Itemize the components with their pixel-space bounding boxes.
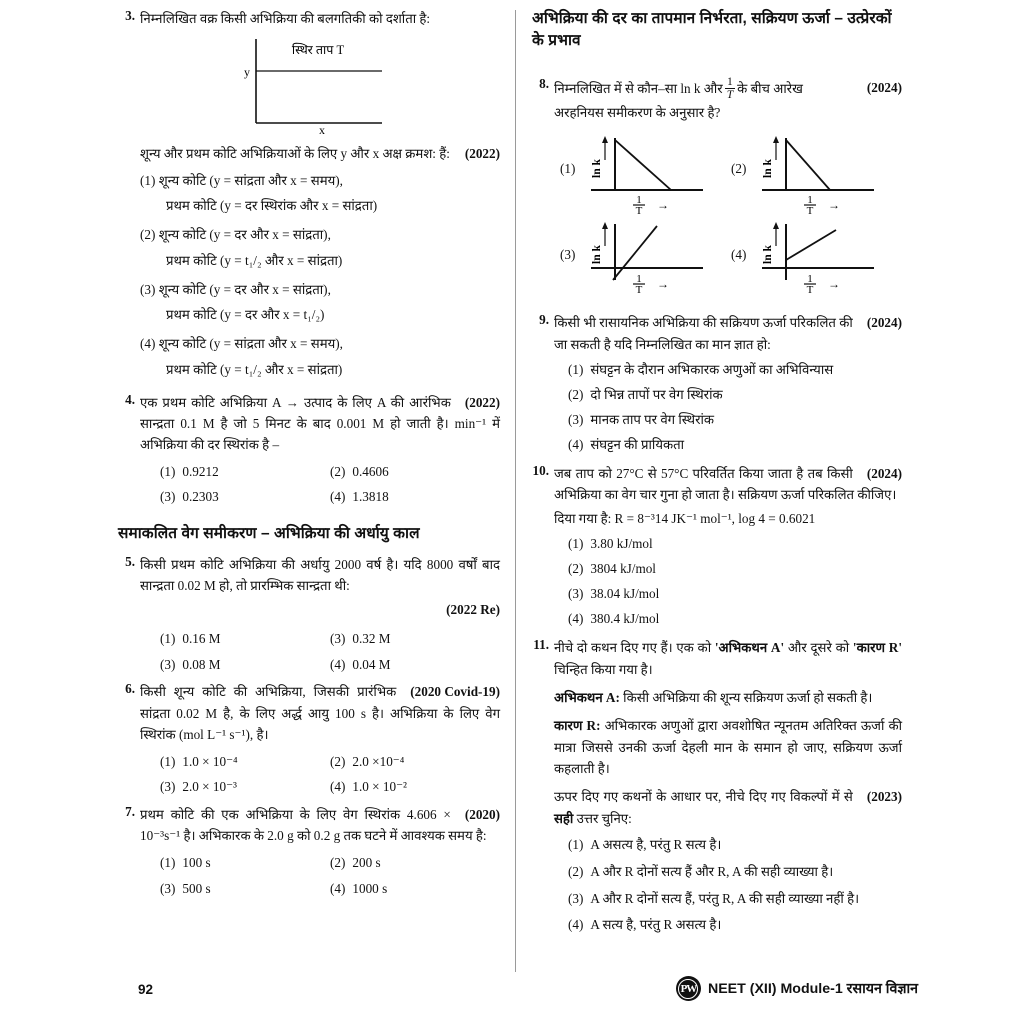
graph-1-x-num: 1: [636, 194, 643, 207]
option-label: (2): [568, 561, 584, 577]
option-text: 1000 s: [352, 880, 388, 896]
option-label: (3): [568, 412, 584, 427]
graph-option-1[interactable]: [560, 132, 731, 214]
question-6-year: (2020 Covid-19): [410, 684, 500, 700]
left-column: [118, 8, 510, 980]
question-4-year: (2022): [464, 394, 500, 410]
question-7-options: [140, 850, 500, 901]
option-item[interactable]: [568, 859, 902, 885]
graph-option-4[interactable]: [731, 218, 902, 300]
graph-option-4-label: (4): [731, 247, 747, 263]
option-label: (3): [568, 890, 584, 906]
question-5-options: [140, 626, 500, 677]
question-4-stem: [140, 392, 500, 456]
pw-logo-icon: [676, 976, 701, 1001]
option-text-line1: शून्य कोटि (y = दर और x = सांद्रता),: [158, 227, 331, 243]
option-label: (1): [160, 753, 176, 769]
option-label: (4): [568, 917, 584, 933]
question-7-stem: [140, 804, 500, 847]
footer-branding: [676, 976, 918, 1001]
question-6: [118, 681, 500, 800]
section-heading-integrated-rate: समाकलित वेग समीकरण – अभिक्रिया की अर्धायु काल: [118, 525, 420, 543]
fraction-numerator: 1: [727, 74, 733, 88]
option-item[interactable]: [568, 912, 902, 938]
option-text-line2: प्रथम कोटि (y = t₁/₂ और x = सांद्रता): [166, 252, 343, 268]
option-text: 0.2303: [182, 489, 219, 505]
question-9-options: [554, 358, 902, 457]
question-6-stem: [140, 681, 500, 745]
question-11-instruction: [554, 786, 902, 829]
graph-1-x-arrow: →: [657, 198, 670, 213]
question-7-number: 7.: [125, 804, 135, 820]
page-number: 92: [138, 982, 154, 997]
graph-1-y-axis-label: ln k: [591, 159, 604, 179]
option-label: (4): [330, 779, 346, 795]
graph-option-2[interactable]: [731, 132, 902, 214]
option-label: (2): [330, 753, 346, 769]
option-text: मानक ताप पर वेग स्थिरांक: [590, 412, 715, 427]
reason-statement: [554, 715, 902, 779]
option-text: 100 s: [182, 854, 211, 870]
option-item[interactable]: [160, 652, 330, 678]
option-label: (2): [140, 227, 156, 243]
option-item[interactable]: [330, 749, 500, 775]
question-8: [532, 76, 902, 310]
option-text-line2: प्रथम कोटि (y = दर स्थिरांक और x = सांद्रता): [166, 198, 378, 214]
option-text: संघट्टन की प्रायिकता: [590, 437, 685, 453]
graph-option-2-label: (2): [731, 161, 747, 177]
graph-option-3[interactable]: [560, 218, 731, 300]
option-text: 2.0 × 10⁻³: [182, 779, 238, 795]
question-7: [118, 804, 500, 901]
question-9-number: 9.: [539, 312, 549, 328]
arrhenius-plot-3: [579, 218, 729, 300]
question-10-stem: [554, 463, 902, 506]
option-label: (4): [330, 880, 346, 896]
option-label: (3): [160, 880, 176, 896]
figure-caption: स्थिर ताप T: [291, 43, 345, 58]
question-3-options: [140, 168, 500, 383]
right-column: [510, 8, 902, 980]
option-label: (1): [140, 172, 156, 188]
option-label: (4): [330, 489, 346, 505]
question-6-stem-text: किसी शून्य कोटि की अभिक्रिया, जिसकी प्रारंभिक सांद्रता 0.02 M है, के लिए अर्द्ध आयु 100 s है। अभिक्रिया के लिए वेग स्थिरांक (mol L⁻¹ s⁻¹), है।: [140, 684, 500, 743]
question-10-year: (2024): [866, 466, 902, 482]
arrhenius-plot-1: [579, 132, 729, 214]
question-10: [532, 463, 902, 632]
reason-keyword: 'कारण R': [852, 640, 902, 656]
option-item[interactable]: [568, 433, 902, 457]
graph-2-x-num: 1: [807, 194, 814, 207]
instruction-emphasis: सही: [554, 810, 574, 826]
option-item[interactable]: [330, 484, 500, 510]
question-9: [532, 312, 902, 458]
zero-order-plot-svg: [230, 35, 410, 135]
question-3-figure: [140, 35, 500, 135]
option-item[interactable]: [160, 459, 330, 485]
option-label: (2): [330, 463, 346, 479]
question-11: [532, 637, 902, 939]
option-item[interactable]: [568, 557, 902, 581]
pw-logo-text: PW: [678, 979, 698, 999]
option-text: 0.9212: [182, 463, 219, 479]
option-text-line1: शून्य कोटि (y = सांद्रता और x = समय),: [158, 336, 343, 352]
graph-option-3-label: (3): [560, 247, 576, 263]
option-label: (4): [568, 611, 584, 627]
option-text-line2: प्रथम कोटि (y = दर और x = t₁/₂): [166, 307, 325, 323]
reason-text: अभिकारक अणुओं द्वारा अवशोषित न्यूनतम अतिरिक्त ऊर्जा की मात्रा जिससे उनकी ऊर्जा देहली मान के समान हो जाए, सक्रियण ऊर्जा कहलाती है।: [554, 718, 903, 777]
graph-option-1-label: (1): [560, 161, 576, 177]
fraction-denominator: T: [726, 87, 734, 101]
two-column-body: [118, 8, 918, 980]
question-7-stem-text: प्रथम कोटि की एक अभिक्रिया के लिए वेग स्थिरांक 4.606 × 10⁻³s⁻¹ है। अभिकारक के 2.0 g को 0.2 g तक घटने में आवश्यक समय है:: [140, 807, 487, 844]
question-3-year: (2022): [464, 146, 500, 162]
option-text: 0.08 M: [182, 656, 221, 672]
option-text: 1.3818: [352, 489, 389, 505]
option-label: (3): [160, 779, 176, 795]
question-10-number: 10.: [532, 463, 549, 479]
option-label: (1): [160, 463, 176, 479]
question-11-options: [554, 832, 902, 938]
option-label: (2): [568, 386, 584, 402]
question-11-stem: [554, 637, 902, 680]
option-text-line2: प्रथम कोटि (y = t₁/₂ और x = सांद्रता): [166, 361, 343, 377]
question-11-number: 11.: [533, 637, 549, 653]
option-label: (1): [160, 630, 176, 646]
option-label: (4): [140, 336, 156, 352]
option-item[interactable]: [140, 168, 500, 219]
graph-4-x-num: 1: [807, 273, 814, 286]
option-text: 0.32 M: [352, 630, 391, 646]
instruction-b: उत्तर चुनिए:: [573, 810, 632, 826]
assertion-keyword: 'अभिकथन A': [714, 640, 785, 656]
question-8-graph-options: [554, 132, 902, 300]
option-text-line1: शून्य कोटि (y = सांद्रता और x = समय),: [158, 172, 343, 188]
option-text: 1.0 × 10⁻⁴: [182, 753, 238, 769]
option-text: 38.04 kJ/mol: [590, 586, 660, 602]
graph-1-x-den: T: [636, 205, 643, 215]
option-item[interactable]: [140, 222, 500, 273]
question-3-stem2-text: शून्य और प्रथम कोटि अभिक्रियाओं के लिए y और x अक्ष क्रमश: हैं:: [140, 146, 450, 162]
question-4-stem-text: एक प्रथम कोटि अभिक्रिया A → उत्पाद के लिए A की आरंभिक सान्द्रता 0.1 M है जो 5 मिनट के बाद 0.001 M हो जाती है। min⁻¹ में अभिक्रिया की दर स्थिरांक है –: [140, 394, 500, 453]
option-text: 0.04 M: [352, 656, 391, 672]
question-3-stem: निम्नलिखित वक्र किसी अभिक्रिया की बलगतिकी को दर्शाता है:: [140, 11, 431, 26]
reason-label: कारण R:: [554, 718, 601, 734]
option-label: (3): [330, 630, 346, 646]
question-9-stem: [554, 312, 902, 355]
graph-3-x-den: T: [636, 284, 643, 297]
option-text: संघट्टन के दौरान अभिकारक अणुओं का अभिविन्यास: [590, 361, 834, 377]
option-label: (4): [330, 656, 346, 672]
question-6-options: [140, 749, 500, 800]
question-6-number: 6.: [125, 681, 135, 697]
assertion-label: अभिकथन A:: [554, 689, 620, 705]
graph-4-y-axis-label: ln k: [762, 245, 775, 265]
option-label: (1): [160, 854, 176, 870]
option-item[interactable]: [568, 832, 902, 858]
option-item[interactable]: [160, 876, 330, 902]
arrhenius-plot-2: [750, 132, 900, 214]
figure-x-label: x: [319, 123, 325, 136]
question-3: [118, 8, 500, 386]
question-9-stem-text: किसी भी रासायनिक अभिक्रिया की सक्रियण ऊर्जा परिकलित की जा सकती है यदि निम्नलिखित का मान ज्ञात हो:: [554, 315, 853, 352]
inverse-temperature-fraction: [725, 76, 735, 101]
question-8-stem: [554, 76, 902, 124]
question-5-number: 5.: [125, 554, 135, 570]
question-5-year: (2022 Re): [446, 601, 500, 617]
option-text: 1.0 × 10⁻²: [352, 779, 408, 795]
option-item[interactable]: [330, 876, 500, 902]
question-11-stem-a: नीचे दो कथन दिए गए हैं। एक को: [554, 640, 715, 656]
option-item[interactable]: [160, 626, 330, 652]
option-text: A असत्य है, परंतु R सत्य है।: [590, 837, 722, 853]
option-item[interactable]: [568, 582, 902, 606]
option-item[interactable]: [330, 626, 500, 652]
graph-2-x-den: T: [807, 205, 814, 215]
page-footer: [0, 976, 1024, 1024]
option-text: 3804 kJ/mol: [590, 561, 656, 577]
footer-book-title: NEET (XII) Module-1 रसायन विज्ञान: [707, 981, 918, 997]
option-text: 200 s: [352, 854, 381, 870]
option-label: (1): [568, 536, 584, 552]
option-label: (3): [160, 656, 176, 672]
option-label: (2): [568, 863, 584, 879]
option-item[interactable]: [160, 749, 330, 775]
option-item[interactable]: [330, 652, 500, 678]
question-11-stem-c: चिन्हित किया गया है।: [554, 661, 653, 677]
question-10-stem-text: जब ताप को 27°C से 57°C परिवर्तित किया जाता है तब किसी अभिक्रिया का वेग चार गुना हो जाता है। सक्रियण ऊर्जा परिकलित कीजिए।: [554, 466, 897, 503]
question-9-year: (2024): [866, 315, 902, 331]
question-7-year: (2020): [464, 807, 500, 823]
option-label: (2): [330, 854, 346, 870]
option-item[interactable]: [568, 408, 902, 432]
option-text: 2.0 ×10⁻⁴: [352, 753, 405, 769]
question-10-given: दिया गया है: R = 8⁻³14 JK⁻¹ mol⁻¹, log 4 = 0.6021: [554, 510, 816, 526]
question-11-stem-b: और दूसरे को: [784, 640, 853, 656]
option-text: दो भिन्न तापों पर वेग स्थिरांक: [590, 386, 723, 402]
question-3-stem2: [140, 143, 500, 164]
question-11-year: (2023): [866, 789, 902, 805]
graph-3-x-arrow: →: [657, 277, 670, 292]
option-text: A और R दोनों सत्य हैं, परंतु R, A की सही व्याख्या नहीं है।: [590, 890, 860, 906]
question-5-stem: किसी प्रथम कोटि अभिक्रिया की अर्धायु 2000 वर्ष है। यदि 8000 वर्षों बाद सान्द्रता 0.02 M हो, तो प्रारम्भिक सान्द्रता थी:: [140, 557, 500, 594]
option-text: 380.4 kJ/mol: [590, 611, 660, 627]
option-item[interactable]: [568, 886, 902, 912]
graph-2-y-axis-label: ln k: [762, 159, 775, 179]
graph-4-x-den: T: [807, 284, 814, 297]
graph-3-x-num: 1: [636, 273, 643, 286]
option-text: A सत्य है, परंतु R असत्य है।: [590, 917, 722, 933]
option-text: 500 s: [182, 880, 211, 896]
question-8-number: 8.: [539, 75, 549, 91]
option-text: 0.4606: [352, 463, 389, 479]
assertion-statement: [554, 687, 902, 708]
question-4: [118, 392, 500, 511]
arrhenius-plot-4: [750, 218, 900, 300]
option-item[interactable]: [330, 774, 500, 800]
question-8-year: (2024): [866, 79, 902, 95]
option-label: (3): [160, 489, 176, 505]
question-4-number: 4.: [125, 391, 135, 407]
option-item[interactable]: [140, 277, 500, 328]
option-label: (3): [568, 586, 584, 602]
option-item[interactable]: [140, 331, 500, 382]
option-label: (3): [140, 281, 156, 297]
assertion-text: किसी अभिक्रिया की शून्य सक्रियण ऊर्जा हो सकती है।: [619, 689, 873, 705]
question-5: [118, 554, 500, 677]
question-8-stem-part2: के बीच आरेख अरहनियस समीकरण के अनुसार है?: [554, 80, 803, 121]
option-label: (1): [568, 361, 584, 377]
graph-4-x-arrow: →: [828, 277, 841, 292]
option-item[interactable]: [568, 607, 902, 631]
option-item[interactable]: [330, 850, 500, 876]
option-text-line1: शून्य कोटि (y = दर और x = सांद्रता),: [158, 281, 331, 297]
section-heading-temperature-dependence: अभिक्रिया की दर का तापमान निर्भरता, सक्रियण ऊर्जा – उत्प्रेरकों के प्रभाव: [532, 10, 892, 49]
graph-2-x-arrow: →: [828, 198, 841, 213]
option-item[interactable]: [160, 484, 330, 510]
question-3-number: 3.: [125, 8, 135, 23]
instruction-a: ऊपर दिए गए कथनों के आधार पर, नीचे दिए गए विकल्पों में से: [554, 789, 853, 805]
question-10-options: [554, 532, 902, 631]
option-text: 0.16 M: [182, 630, 221, 646]
option-item[interactable]: [330, 459, 500, 485]
option-item[interactable]: [568, 358, 902, 382]
question-8-stem-part1: निम्नलिखित में से कौन–सा ln k और: [554, 80, 723, 96]
option-text: 3.80 kJ/mol: [590, 536, 653, 552]
graph-3-y-axis-label: ln k: [591, 245, 604, 265]
option-text: A और R दोनों सत्य हैं और R, A की सही व्याख्या है।: [590, 863, 834, 879]
option-item[interactable]: [568, 383, 902, 407]
question-4-options: [140, 459, 500, 510]
option-item[interactable]: [160, 774, 330, 800]
figure-y-label: y: [244, 65, 250, 80]
option-label: (4): [568, 437, 584, 453]
option-item[interactable]: [568, 532, 902, 556]
option-label: (1): [568, 837, 584, 853]
option-item[interactable]: [160, 850, 330, 876]
